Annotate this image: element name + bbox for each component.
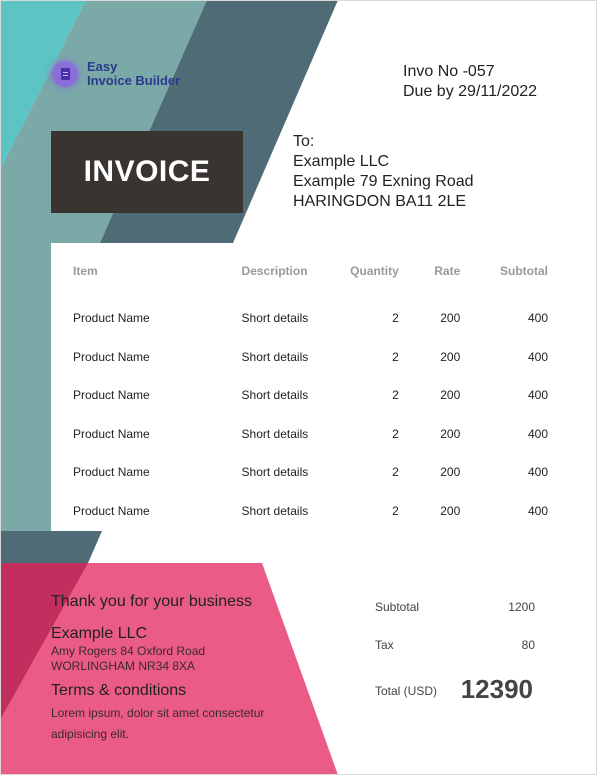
cell-item: Product Name bbox=[73, 349, 150, 364]
bill-to-company: Example LLC bbox=[293, 153, 390, 170]
total-value: 12390 bbox=[460, 674, 533, 704]
cell-rate: 200 bbox=[440, 465, 461, 480]
thank-you-message: Thank you for your business bbox=[51, 593, 252, 610]
terms-text-line-2: adipisicing elit. bbox=[51, 727, 130, 741]
bill-to bbox=[293, 132, 474, 212]
invoice-title-box bbox=[51, 131, 243, 213]
invoice-title: INVOICE bbox=[83, 155, 211, 188]
brand-line-1: Easy bbox=[87, 59, 118, 74]
terms-text-line-1: Lorem ipsum, dolor sit amet consectetur bbox=[51, 706, 265, 720]
subtotal-row bbox=[375, 600, 535, 638]
cell-quantity: 2 bbox=[392, 503, 399, 518]
cell-description: Short details bbox=[241, 311, 309, 326]
cell-quantity: 2 bbox=[392, 311, 399, 326]
cell-subtotal: 400 bbox=[527, 503, 548, 518]
bill-to-address-1: Example 79 Exning Road bbox=[293, 173, 474, 190]
subtotal-label: Subtotal bbox=[375, 600, 420, 614]
cell-rate: 200 bbox=[440, 503, 461, 518]
header-subtotal: Subtotal bbox=[500, 264, 548, 278]
cell-quantity: 2 bbox=[392, 465, 399, 480]
bill-to-label: To: bbox=[293, 133, 315, 150]
bill-to-address-2: HARINGDON BA11 2LE bbox=[293, 193, 467, 210]
terms-text bbox=[51, 703, 311, 745]
totals-summary bbox=[375, 600, 535, 704]
header-quantity: Quantity bbox=[350, 264, 399, 278]
tax-value: 80 bbox=[521, 638, 535, 652]
items-table bbox=[51, 243, 548, 530]
items-card bbox=[51, 243, 548, 531]
tax-row bbox=[375, 638, 535, 676]
cell-rate: 200 bbox=[440, 349, 461, 364]
cell-item: Product Name bbox=[73, 503, 150, 518]
invoice-meta bbox=[403, 62, 537, 102]
invoice-number: Invo No -057 bbox=[403, 63, 495, 80]
table-row bbox=[51, 338, 548, 377]
brand-logo bbox=[52, 60, 180, 88]
table-row bbox=[51, 453, 548, 492]
cell-description: Short details bbox=[241, 426, 309, 441]
invoice-due-date: Due by 29/11/2022 bbox=[403, 83, 538, 100]
cell-item: Product Name bbox=[73, 465, 150, 480]
cell-subtotal: 400 bbox=[527, 465, 548, 480]
sage-lower-stripe bbox=[0, 213, 51, 531]
total-label: Total (USD) bbox=[375, 684, 438, 698]
document-icon bbox=[52, 61, 78, 87]
header-description: Description bbox=[241, 264, 308, 278]
cell-subtotal: 400 bbox=[527, 311, 548, 326]
cell-item: Product Name bbox=[73, 388, 150, 403]
cell-subtotal: 400 bbox=[527, 426, 548, 441]
cell-rate: 200 bbox=[440, 311, 461, 326]
terms-title: Terms & conditions bbox=[51, 682, 187, 699]
cell-item: Product Name bbox=[73, 311, 150, 326]
cell-subtotal: 400 bbox=[527, 349, 548, 364]
table-row bbox=[51, 376, 548, 415]
cell-description: Short details bbox=[241, 503, 309, 518]
tax-label: Tax bbox=[375, 638, 394, 652]
cell-item: Product Name bbox=[73, 426, 150, 441]
cell-rate: 200 bbox=[440, 388, 461, 403]
cell-quantity: 2 bbox=[392, 349, 399, 364]
footer-info bbox=[51, 593, 311, 745]
slate-lower-stripe bbox=[0, 531, 102, 563]
table-row bbox=[51, 415, 548, 454]
table-row bbox=[51, 492, 548, 531]
cell-description: Short details bbox=[241, 388, 309, 403]
table-header-row bbox=[51, 243, 548, 299]
brand-line-2: Invoice Builder bbox=[87, 73, 181, 88]
footer-address-2: WORLINGHAM NR34 8XA bbox=[51, 659, 196, 673]
cell-subtotal: 400 bbox=[527, 388, 548, 403]
table-row bbox=[51, 299, 548, 338]
brand-name bbox=[87, 60, 180, 88]
subtotal-value: 1200 bbox=[508, 600, 535, 614]
cell-quantity: 2 bbox=[392, 426, 399, 441]
footer-address-1: Amy Rogers 84 Oxford Road bbox=[51, 644, 206, 658]
cell-description: Short details bbox=[241, 465, 309, 480]
footer-company: Example LLC bbox=[51, 625, 148, 642]
header-item: Item bbox=[73, 264, 98, 278]
header-rate: Rate bbox=[434, 264, 461, 278]
cell-rate: 200 bbox=[440, 426, 461, 441]
cell-description: Short details bbox=[241, 349, 309, 364]
cell-quantity: 2 bbox=[392, 388, 399, 403]
